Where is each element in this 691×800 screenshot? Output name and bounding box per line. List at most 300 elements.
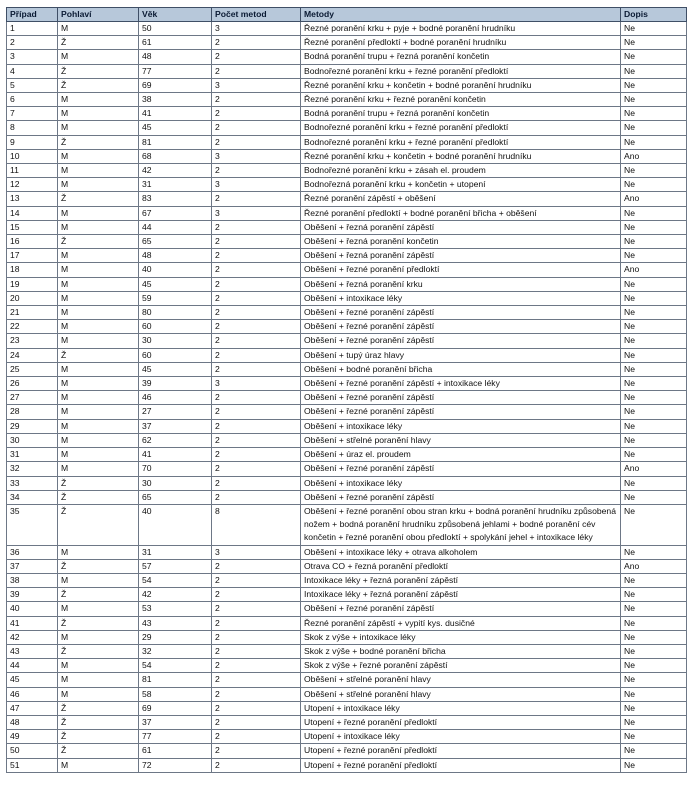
cell-methods: Bodnořezná poranění krku + končetin + utopení [301,178,621,192]
cell-suicide-note: Ne [621,164,687,178]
cell-case-number: 51 [7,758,58,772]
table-row [7,476,687,490]
cell-case-number: 47 [7,701,58,715]
cell-sex: Ž [58,588,139,602]
cell-case-number: 40 [7,602,58,616]
cell-method-count: 2 [212,701,301,715]
table-row [7,715,687,729]
cell-case-number: 42 [7,630,58,644]
cell-sex: M [58,377,139,391]
cell-age: 65 [139,490,212,504]
cell-method-count: 2 [212,573,301,587]
cell-suicide-note: Ne [621,36,687,50]
cell-case-number: 6 [7,93,58,107]
cell-method-count: 3 [212,78,301,92]
cell-methods: Řezné poranění krku + pyje + bodné poranění hrudníku [301,22,621,36]
cell-method-count: 2 [212,320,301,334]
cell-methods: Oběšení + řezná poranění zápěstí [301,220,621,234]
cell-suicide-note: Ne [621,490,687,504]
header-methods: Metody [301,8,621,22]
cell-methods: Oběšení + intoxikace léky [301,476,621,490]
header-age: Věk [139,8,212,22]
cell-age: 31 [139,178,212,192]
cell-sex: M [58,573,139,587]
cell-method-count: 2 [212,644,301,658]
cell-age: 54 [139,659,212,673]
cell-sex: M [58,107,139,121]
cell-case-number: 24 [7,348,58,362]
cell-age: 61 [139,36,212,50]
cell-age: 60 [139,320,212,334]
cell-suicide-note: Ne [621,730,687,744]
cell-age: 41 [139,448,212,462]
cell-methods: Oběšení + řezná poranění krku [301,277,621,291]
cell-case-number: 12 [7,178,58,192]
cell-method-count: 2 [212,277,301,291]
table-row [7,448,687,462]
cell-methods: Utopení + intoxikace léky [301,701,621,715]
cell-method-count: 3 [212,178,301,192]
cell-method-count: 2 [212,306,301,320]
cell-method-count: 2 [212,220,301,234]
cell-methods: Bodnořezné poranění krku + řezné poranění předloktí [301,121,621,135]
cell-sex: M [58,630,139,644]
cell-age: 37 [139,715,212,729]
cell-case-number: 45 [7,673,58,687]
cell-case-number: 2 [7,36,58,50]
cell-sex: M [58,93,139,107]
cell-sex: Ž [58,504,139,545]
cell-case-number: 10 [7,149,58,163]
cell-case-number: 27 [7,391,58,405]
cell-suicide-note: Ne [621,391,687,405]
cell-sex: M [58,291,139,305]
table-row [7,192,687,206]
cell-methods: Oběšení + bodné poranění břicha [301,362,621,376]
cell-method-count: 2 [212,135,301,149]
cell-method-count: 2 [212,715,301,729]
cell-case-number: 11 [7,164,58,178]
cell-age: 62 [139,433,212,447]
cell-method-count: 2 [212,36,301,50]
table-row [7,64,687,78]
table-row [7,249,687,263]
cell-case-number: 15 [7,220,58,234]
table-row [7,235,687,249]
cell-sex: M [58,22,139,36]
cell-suicide-note: Ne [621,249,687,263]
cell-method-count: 2 [212,93,301,107]
header-letter: Dopis [621,8,687,22]
cell-methods: Oběšení + řezné poranění předloktí [301,263,621,277]
cell-case-number: 28 [7,405,58,419]
cell-sex: M [58,462,139,476]
cell-methods: Skok z výše + řezné poranění zápěstí [301,659,621,673]
cell-sex: M [58,758,139,772]
cell-case-number: 20 [7,291,58,305]
cell-case-number: 25 [7,362,58,376]
cell-method-count: 2 [212,630,301,644]
cell-methods: Oběšení + intoxikace léky [301,419,621,433]
cell-suicide-note: Ne [621,644,687,658]
cell-age: 60 [139,348,212,362]
table-row [7,107,687,121]
cell-sex: Ž [58,78,139,92]
cell-sex: M [58,178,139,192]
cell-age: 38 [139,93,212,107]
cell-methods: Utopení + intoxikace léky [301,730,621,744]
cell-case-number: 8 [7,121,58,135]
table-row [7,405,687,419]
cell-methods: Řezné poranění předloktí + bodné poranění hrudníku [301,36,621,50]
cell-age: 29 [139,630,212,644]
cell-suicide-note: Ne [621,687,687,701]
cell-suicide-note: Ne [621,306,687,320]
cell-case-number: 3 [7,50,58,64]
table-row [7,306,687,320]
cell-methods: Utopení + řezné poranění předloktí [301,744,621,758]
cell-methods: Oběšení + řezné poranění obou stran krku + bodná poranění hrudníku způsobená nožem + bodná poranění hrudníku způsobená jehlami + bodné poranění cév končetin + řezné poranění obou předloktí + spolykání jehel + intoxikace léky [301,504,621,545]
cell-case-number: 36 [7,545,58,559]
cell-suicide-note: Ne [621,659,687,673]
cell-sex: Ž [58,476,139,490]
table-row [7,758,687,772]
cell-methods: Skok z výše + intoxikace léky [301,630,621,644]
cell-age: 41 [139,107,212,121]
table-row [7,263,687,277]
cell-methods: Oběšení + řezná poranění zápěstí [301,249,621,263]
cell-methods: Řezné poranění zápěstí + vypití kys. dusičné [301,616,621,630]
table-row [7,744,687,758]
cell-sex: M [58,149,139,163]
cell-sex: Ž [58,192,139,206]
cell-suicide-note: Ne [621,448,687,462]
cell-case-number: 34 [7,490,58,504]
cell-sex: Ž [58,644,139,658]
cell-suicide-note: Ne [621,64,687,78]
cell-methods: Oběšení + střelné poranění hlavy [301,433,621,447]
table-row [7,701,687,715]
cell-method-count: 3 [212,377,301,391]
cell-age: 43 [139,616,212,630]
cell-methods: Otrava CO + řezná poranění předloktí [301,559,621,573]
cell-case-number: 7 [7,107,58,121]
cell-sex: Ž [58,715,139,729]
table-row [7,659,687,673]
cell-sex: M [58,362,139,376]
cell-method-count: 2 [212,121,301,135]
cell-suicide-note: Ne [621,178,687,192]
cell-age: 58 [139,687,212,701]
table-row [7,348,687,362]
cell-sex: M [58,320,139,334]
cell-suicide-note: Ano [621,462,687,476]
cell-method-count: 2 [212,687,301,701]
cell-method-count: 8 [212,504,301,545]
cell-age: 44 [139,220,212,234]
cell-suicide-note: Ne [621,93,687,107]
cell-age: 40 [139,504,212,545]
cell-suicide-note: Ne [621,616,687,630]
table-row [7,644,687,658]
cell-suicide-note: Ne [621,419,687,433]
cell-method-count: 2 [212,263,301,277]
cell-methods: Oběšení + řezné poranění zápěstí + intoxikace léky [301,377,621,391]
cell-method-count: 2 [212,730,301,744]
table-row [7,504,687,545]
cell-methods: Oběšení + řezné poranění zápěstí [301,306,621,320]
cell-sex: M [58,121,139,135]
cell-method-count: 2 [212,405,301,419]
cell-case-number: 48 [7,715,58,729]
cell-methods: Oběšení + úraz el. proudem [301,448,621,462]
header-case: Případ [7,8,58,22]
cell-methods: Bodnořezné poranění krku + zásah el. proudem [301,164,621,178]
cell-suicide-note: Ne [621,22,687,36]
cell-method-count: 3 [212,149,301,163]
cell-suicide-note: Ne [621,135,687,149]
cell-method-count: 2 [212,758,301,772]
cell-methods: Bodná poranění trupu + řezná poranění končetin [301,50,621,64]
cell-age: 42 [139,164,212,178]
table-row [7,178,687,192]
cell-sex: M [58,433,139,447]
cell-case-number: 41 [7,616,58,630]
cell-sex: Ž [58,701,139,715]
cell-sex: Ž [58,348,139,362]
cell-age: 77 [139,730,212,744]
table-row [7,50,687,64]
table-row [7,362,687,376]
cell-method-count: 2 [212,50,301,64]
cell-age: 39 [139,377,212,391]
cell-method-count: 2 [212,107,301,121]
cell-age: 68 [139,149,212,163]
cell-age: 77 [139,64,212,78]
cell-suicide-note: Ne [621,362,687,376]
cell-method-count: 3 [212,22,301,36]
cell-age: 70 [139,462,212,476]
cell-sex: M [58,448,139,462]
cell-age: 65 [139,235,212,249]
cell-age: 69 [139,78,212,92]
cell-suicide-note: Ne [621,715,687,729]
cell-suicide-note: Ne [621,545,687,559]
cell-age: 45 [139,121,212,135]
cell-sex: M [58,50,139,64]
cell-case-number: 35 [7,504,58,545]
cell-age: 27 [139,405,212,419]
cell-case-number: 26 [7,377,58,391]
cell-suicide-note: Ne [621,78,687,92]
cell-age: 81 [139,135,212,149]
cell-method-count: 2 [212,673,301,687]
cell-method-count: 2 [212,192,301,206]
cell-sex: Ž [58,490,139,504]
cell-suicide-note: Ne [621,504,687,545]
cell-age: 30 [139,334,212,348]
cell-case-number: 37 [7,559,58,573]
table-row [7,220,687,234]
cell-method-count: 2 [212,559,301,573]
cell-methods: Oběšení + řezná poranění končetin [301,235,621,249]
cell-sex: M [58,277,139,291]
cell-sex: Ž [58,744,139,758]
cell-sex: Ž [58,36,139,50]
cell-methods: Oběšení + intoxikace léky + otrava alkoholem [301,545,621,559]
cell-suicide-note: Ne [621,348,687,362]
table-row [7,588,687,602]
cell-case-number: 13 [7,192,58,206]
cell-suicide-note: Ne [621,588,687,602]
cell-methods: Oběšení + řezné poranění zápěstí [301,490,621,504]
cell-methods: Oběšení + intoxikace léky [301,291,621,305]
cell-sex: M [58,673,139,687]
cell-methods: Oběšení + řezné poranění zápěstí [301,391,621,405]
cell-methods: Řezné poranění krku + končetin + bodné poranění hrudníku [301,149,621,163]
cell-methods: Řezné poranění zápěstí + oběšení [301,192,621,206]
cell-case-number: 4 [7,64,58,78]
cell-suicide-note: Ano [621,192,687,206]
cell-age: 32 [139,644,212,658]
cell-suicide-note: Ne [621,377,687,391]
cell-method-count: 2 [212,334,301,348]
header-method-count: Počet metod [212,8,301,22]
table-row [7,135,687,149]
cell-suicide-note: Ne [621,573,687,587]
cell-methods: Řezné poranění předloktí + bodné poranění břicha + oběšení [301,206,621,220]
table-row [7,573,687,587]
cell-methods: Oběšení + střelné poranění hlavy [301,673,621,687]
table-row [7,630,687,644]
cell-methods: Oběšení + tupý úraz hlavy [301,348,621,362]
cell-method-count: 2 [212,744,301,758]
cell-case-number: 16 [7,235,58,249]
cell-methods: Oběšení + střelné poranění hlavy [301,687,621,701]
cell-sex: M [58,249,139,263]
table-row [7,602,687,616]
cell-methods: Oběšení + řezné poranění zápěstí [301,462,621,476]
cell-suicide-note: Ne [621,602,687,616]
cell-age: 48 [139,249,212,263]
cell-sex: Ž [58,235,139,249]
table-row [7,22,687,36]
cell-sex: M [58,687,139,701]
cell-sex: M [58,405,139,419]
cell-suicide-note: Ne [621,320,687,334]
cell-age: 69 [139,701,212,715]
cell-method-count: 2 [212,448,301,462]
table-row [7,673,687,687]
cell-suicide-note: Ne [621,121,687,135]
header-sex: Pohlaví [58,8,139,22]
cell-suicide-note: Ano [621,263,687,277]
cell-methods: Oběšení + řezné poranění zápěstí [301,320,621,334]
cell-suicide-note: Ne [621,630,687,644]
table-row [7,277,687,291]
cell-case-number: 1 [7,22,58,36]
document-page [6,7,686,773]
cell-suicide-note: Ne [621,206,687,220]
cell-sex: M [58,602,139,616]
cell-sex: M [58,334,139,348]
cell-method-count: 2 [212,659,301,673]
cases-table [6,7,687,773]
cell-case-number: 39 [7,588,58,602]
cell-case-number: 44 [7,659,58,673]
cell-suicide-note: Ano [621,559,687,573]
table-row [7,730,687,744]
table-row [7,36,687,50]
cell-method-count: 2 [212,291,301,305]
table-row [7,334,687,348]
cell-suicide-note: Ne [621,107,687,121]
cell-methods: Utopení + řezné poranění předloktí [301,758,621,772]
cell-age: 40 [139,263,212,277]
table-row [7,545,687,559]
cell-age: 46 [139,391,212,405]
cell-methods: Řezné poranění krku + končetin + bodné poranění hrudníku [301,78,621,92]
cell-method-count: 3 [212,545,301,559]
cell-method-count: 2 [212,362,301,376]
cell-age: 48 [139,50,212,64]
cell-suicide-note: Ne [621,476,687,490]
cell-method-count: 2 [212,64,301,78]
cell-method-count: 2 [212,164,301,178]
cell-case-number: 33 [7,476,58,490]
cell-method-count: 2 [212,391,301,405]
cell-age: 67 [139,206,212,220]
cell-age: 80 [139,306,212,320]
cell-suicide-note: Ne [621,220,687,234]
cell-age: 83 [139,192,212,206]
cell-sex: M [58,659,139,673]
cell-methods: Utopení + řezné poranění předloktí [301,715,621,729]
cell-suicide-note: Ne [621,291,687,305]
cell-sex: M [58,164,139,178]
table-row [7,419,687,433]
table-row [7,206,687,220]
cell-suicide-note: Ne [621,701,687,715]
cell-case-number: 18 [7,263,58,277]
cell-sex: Ž [58,64,139,78]
cell-sex: M [58,206,139,220]
cell-method-count: 2 [212,602,301,616]
cell-case-number: 22 [7,320,58,334]
cell-method-count: 2 [212,348,301,362]
cell-case-number: 46 [7,687,58,701]
cell-sex: Ž [58,730,139,744]
table-row [7,490,687,504]
cell-age: 57 [139,559,212,573]
cell-case-number: 31 [7,448,58,462]
cell-age: 45 [139,362,212,376]
table-row [7,687,687,701]
cell-age: 30 [139,476,212,490]
cell-age: 53 [139,602,212,616]
cell-case-number: 50 [7,744,58,758]
cell-age: 54 [139,573,212,587]
cell-age: 81 [139,673,212,687]
cell-suicide-note: Ne [621,433,687,447]
cell-method-count: 2 [212,419,301,433]
cell-case-number: 30 [7,433,58,447]
cell-sex: Ž [58,616,139,630]
cell-method-count: 2 [212,235,301,249]
cell-suicide-note: Ne [621,334,687,348]
cell-method-count: 2 [212,476,301,490]
cell-method-count: 2 [212,588,301,602]
